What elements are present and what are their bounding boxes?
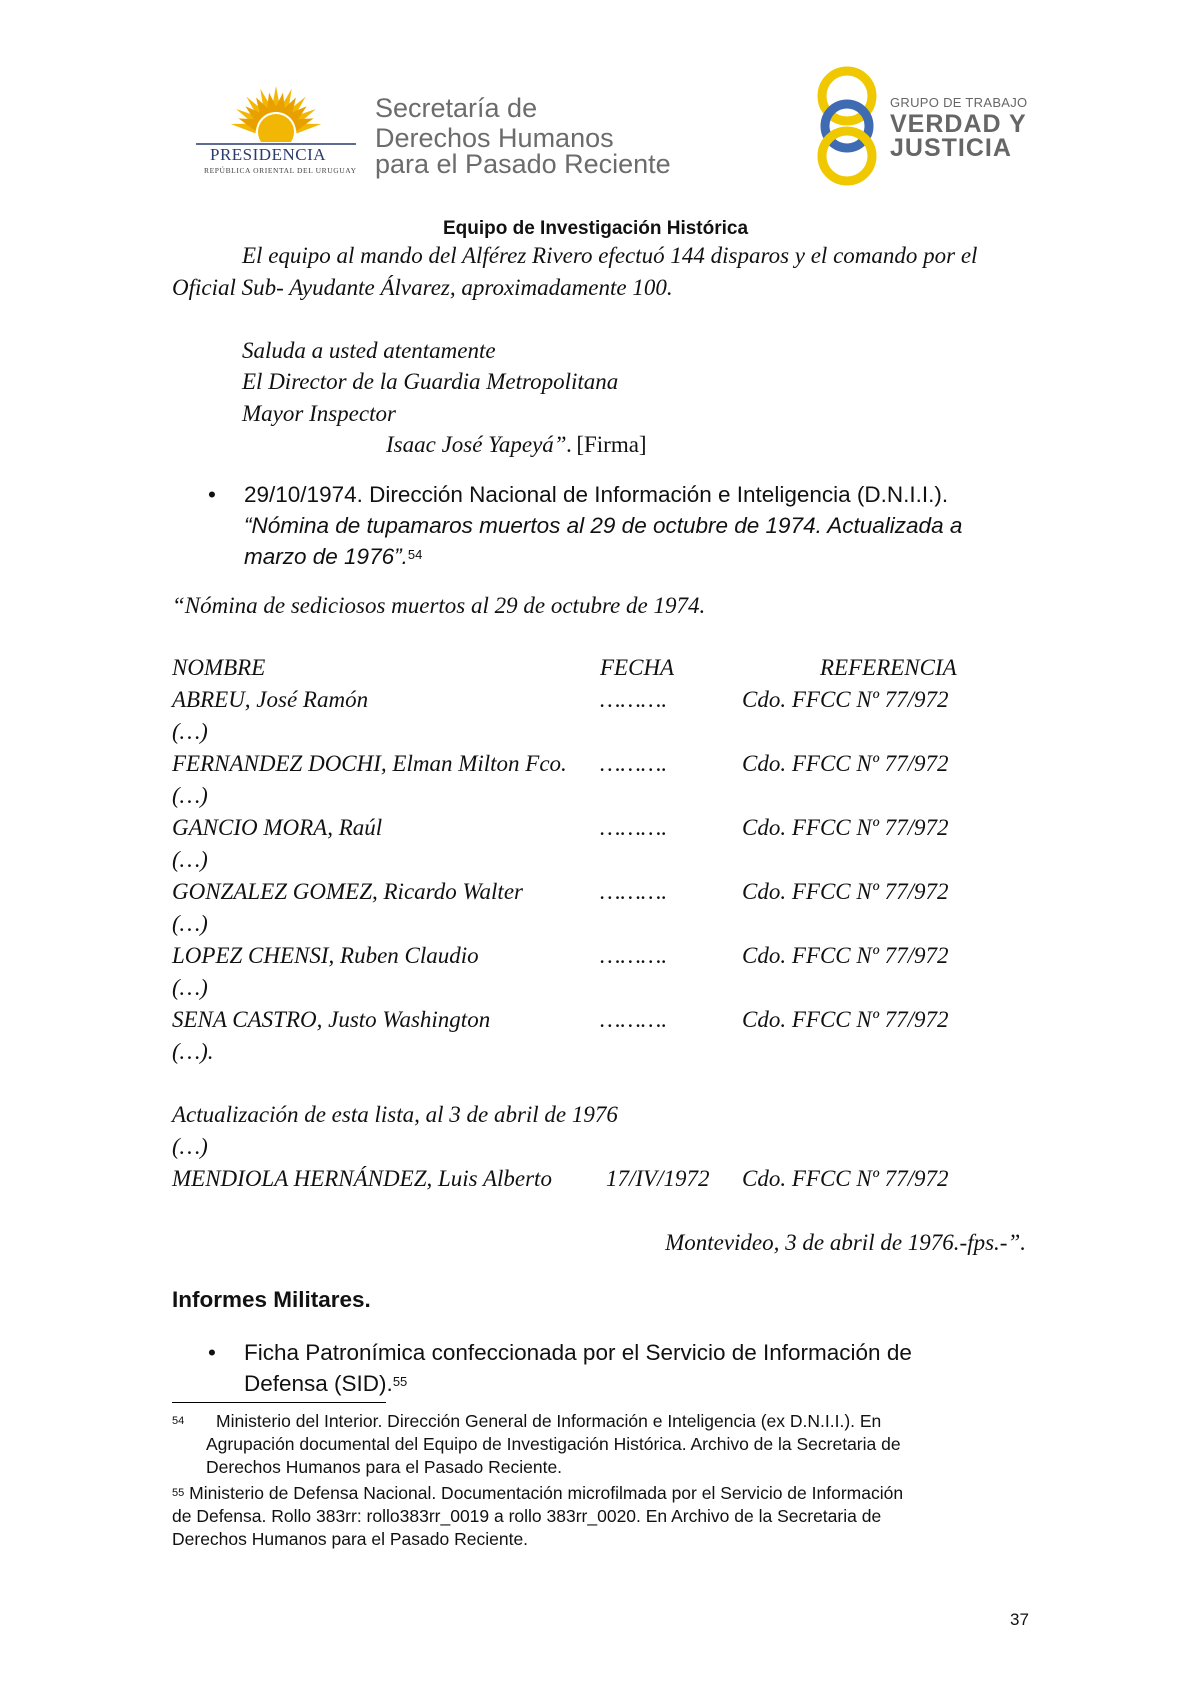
table-header-ref: REFERENCIA xyxy=(820,655,957,680)
bullet-line: 29/10/1974. Dirección Nacional de Información e Inteligencia (D.N.I.I.). xyxy=(244,482,949,507)
bullet-line: marzo de 1976”.$^{54}$ xyxy=(244,544,423,569)
bullet-text xyxy=(244,1337,1026,1399)
update-name: MENDIOLA HERNÁNDEZ, Luis Alberto xyxy=(172,1166,552,1191)
closing-line: El Director de la Guardia Metropolitana xyxy=(242,369,619,394)
grupo-line2: VERDAD Y xyxy=(890,110,1027,138)
footnote-line: Agrupación documental del Equipo de Investigación Histórica. Archivo de la Secretaria de xyxy=(206,1434,901,1454)
closing-line: Mayor Inspector xyxy=(242,401,396,426)
table-cell-date: ………. xyxy=(600,1007,668,1032)
update-title: Actualización de esta lista, al 3 de abril de 1976 xyxy=(172,1102,618,1127)
verdad-justicia-logo xyxy=(812,64,882,188)
bullet-icon: • xyxy=(208,1340,216,1365)
secretaria-line3: para el Pasado Reciente xyxy=(375,149,671,179)
table-cell-name: (…) xyxy=(172,975,208,1000)
table-cell-name: ABREU, José Ramón xyxy=(172,687,369,712)
table-cell-ref: Cdo. FFCC Nº 77/972 xyxy=(742,943,949,968)
table-cell-name: GANCIO MORA, Raúl xyxy=(172,815,383,840)
table-cell-date: ………. xyxy=(600,943,668,968)
paragraph-line: Oficial Sub- Ayudante Álvarez, aproximadamente 100. xyxy=(172,275,673,300)
sun-icon xyxy=(196,80,356,150)
bullet-text xyxy=(244,479,1026,572)
secretaria-line2: Derechos Humanos xyxy=(375,123,614,153)
footnote-ref[interactable]: 55 xyxy=(392,1374,408,1389)
table-header-date: FECHA xyxy=(600,655,675,680)
presidencia-label: PRESIDENCIA xyxy=(210,145,327,164)
table-cell-name: SENA CASTRO, Justo Washington xyxy=(172,1007,491,1032)
footnote-54 xyxy=(172,1410,1028,1479)
table-cell-name: GONZALEZ GOMEZ, Ricardo Walter xyxy=(172,879,523,904)
rings-icon xyxy=(812,64,882,188)
presidencia-logo xyxy=(196,80,356,180)
table-cell-name: (…). xyxy=(172,1039,214,1064)
signatory: Isaac José Yapeyá”. xyxy=(386,432,573,457)
table-cell-ref: Cdo. FFCC Nº 77/972 xyxy=(742,687,949,712)
footnote-line: de Defensa. Rollo 383rr: rollo383rr_0019 a rollo 383rr_0020. En Archivo de la Secretaria de xyxy=(172,1506,882,1526)
presidencia-sub: REPÚBLICA ORIENTAL DEL URUGUAY xyxy=(204,166,357,175)
bullet-line: “Nómina de tupamaros muertos al 29 de octubre de 1974. Actualizada a xyxy=(244,513,963,538)
table-cell-ref: Cdo. FFCC Nº 77/972 xyxy=(742,879,949,904)
firma-note: [Firma] xyxy=(576,432,647,457)
table-cell-name: (…) xyxy=(172,847,208,872)
table-cell-ref: Cdo. FFCC Nº 77/972 xyxy=(742,815,949,840)
table-header-name: NOMBRE xyxy=(172,655,266,680)
table-cell-ref: Cdo. FFCC Nº 77/972 xyxy=(742,751,949,776)
bullet-line: Defensa (SID).$^{55}$ xyxy=(244,1371,408,1396)
footnote-line: Derechos Humanos para el Pasado Reciente. xyxy=(172,1529,529,1549)
bullet-icon: • xyxy=(208,482,216,507)
secretaria-line1: Secretaría de xyxy=(375,93,538,123)
footnote-line: Ministerio del Interior. Dirección General de Información e Inteligencia (ex D.N.I.I.). En xyxy=(216,1411,882,1431)
footnote-ref[interactable]: 54 xyxy=(407,547,423,562)
table-cell-name: (…) xyxy=(172,719,208,744)
footnote-line: $^{55}$ Ministerio de Defensa Nacional. Documentación microfilmada por el Servicio de Información xyxy=(172,1483,904,1503)
paragraph-line: El equipo al mando del Alférez Rivero efectuó 144 disparos y el comando por el xyxy=(242,243,978,268)
update-ellipsis: (…) xyxy=(172,1134,208,1159)
footnote-line: Derechos Humanos para el Pasado Reciente. xyxy=(206,1457,563,1477)
page-number: 37 xyxy=(1010,1610,1029,1629)
section-title: Informes Militares. xyxy=(172,1287,371,1312)
closing-line: Saluda a usted atentamente xyxy=(242,338,496,363)
bullet-line: Ficha Patronímica confeccionada por el Servicio de Información de xyxy=(244,1340,912,1365)
place-date: Montevideo, 3 de abril de 1976.-fps.-”. xyxy=(665,1230,1026,1255)
grupo-line3: JUSTICIA xyxy=(890,134,1012,162)
table-cell-name: (…) xyxy=(172,783,208,808)
table-cell-name: FERNANDEZ DOCHI, Elman Milton Fco. xyxy=(172,751,567,776)
table-cell-date: ………. xyxy=(600,879,668,904)
update-date: 17/IV/1972 xyxy=(606,1166,710,1191)
grupo-line1: GRUPO DE TRABAJO xyxy=(890,95,1028,110)
footnote-number: 55 xyxy=(172,1487,185,1499)
table-cell-name: (…) xyxy=(172,911,208,936)
signature-line xyxy=(386,429,647,464)
table-cell-name: LOPEZ CHENSI, Ruben Claudio xyxy=(172,943,479,968)
table-cell-date: ………. xyxy=(600,815,668,840)
update-ref: Cdo. FFCC Nº 77/972 xyxy=(742,1166,949,1191)
footnote-55 xyxy=(172,1482,1028,1551)
table-cell-ref: Cdo. FFCC Nº 77/972 xyxy=(742,1007,949,1032)
footnote-separator xyxy=(172,1402,386,1403)
nomina-title: “Nómina de sediciosos muertos al 29 de octubre de 1974. xyxy=(172,593,706,618)
table-cell-date: ………. xyxy=(600,751,668,776)
footnote-number: 54 xyxy=(172,1415,185,1427)
team-title: Equipo de Investigación Histórica xyxy=(442,218,749,239)
table-cell-date: ………. xyxy=(600,687,668,712)
